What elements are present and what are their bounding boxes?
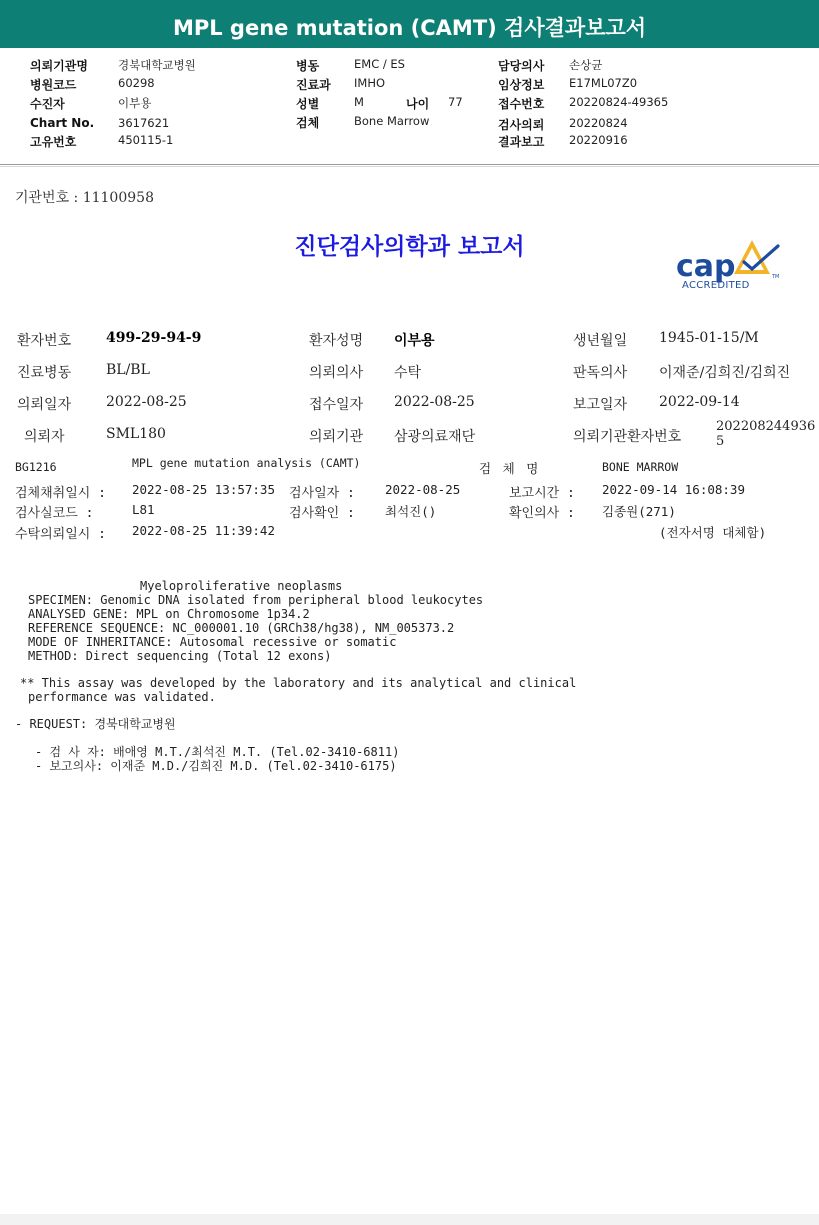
field-value: 2022-08-25 11:39:42: [132, 523, 275, 538]
field-label: 접수일자: [309, 397, 364, 413]
field-value: 5: [716, 434, 725, 449]
field-label: 의뢰의사: [309, 365, 364, 381]
field-label: 확인의사 :: [509, 506, 575, 521]
field-value: 2022-08-25: [385, 482, 461, 497]
header-value: 20220824: [569, 116, 628, 130]
header-label: 고유번호: [30, 135, 77, 149]
field-value: 2022-09-14 16:08:39: [602, 482, 745, 497]
header-label: Chart No.: [30, 116, 95, 130]
signature-note: (전자서명 대체함): [659, 525, 767, 540]
field-value: 수탁: [394, 365, 422, 381]
header-label: 검사의뢰: [498, 118, 545, 132]
test-code: BG1216: [15, 460, 57, 474]
validation-note: ** This assay was developed by the laboratory and its analytical and clinical: [20, 676, 577, 690]
field-value: 2022-08-25 13:57:35: [132, 482, 275, 497]
field-value: 삼광의료재단: [394, 429, 476, 445]
header-value: 20220916: [569, 133, 628, 147]
field-label: 생년월일: [573, 333, 628, 349]
result-line: METHOD: Direct sequencing (Total 12 exons): [28, 649, 332, 663]
field-label: 의뢰자: [24, 429, 65, 445]
validation-note: performance was validated.: [28, 690, 216, 704]
header-label: 병동: [296, 59, 320, 73]
result-heading: Myeloproliferative neoplasms: [140, 579, 343, 593]
result-line: MODE OF INHERITANCE: Autosomal recessive or somatic: [28, 635, 397, 649]
field-value: 이재준/김희진/김희진: [659, 365, 791, 381]
field-value: 202208244936: [716, 419, 816, 434]
header-label: 담당의사: [498, 59, 545, 73]
divider: [0, 166, 819, 167]
field-value: 2022-09-14: [659, 394, 740, 410]
cap-logo-subtext: ACCREDITED: [682, 280, 750, 291]
field-label: 의뢰기관: [309, 429, 364, 445]
header-value: 450115-1: [118, 133, 174, 147]
header-label: 나이: [406, 97, 430, 111]
header-value: 손상균: [569, 58, 603, 72]
institution-number: 기관번호 : 11100958: [15, 190, 154, 206]
header-label: 의뢰기관명: [30, 59, 88, 73]
header-value: 3617621: [118, 116, 170, 130]
field-value: 2022-08-25: [106, 394, 187, 410]
header-value: 경북대학교병원: [118, 58, 196, 72]
divider: [0, 164, 819, 165]
field-label: 검체채취일시 :: [15, 486, 107, 501]
patient-number: 499-29-94-9: [106, 330, 202, 346]
staff-line: - 검 사 자: 배애영 M.T./최석진 M.T. (Tel.02-3410-6811): [35, 745, 400, 759]
field-label: 검사실코드 :: [15, 506, 94, 521]
header-value: 20220824-49365: [569, 95, 669, 109]
header-label: 병원코드: [30, 78, 77, 92]
footer-strip: [0, 1214, 819, 1225]
field-value: L81: [132, 502, 155, 517]
field-value: 2022-08-25: [394, 394, 475, 410]
staff-line: - 보고의사: 이재준 M.D./김희진 M.D. (Tel.02-3410-6175): [35, 759, 397, 773]
field-label: 의뢰일자: [17, 397, 72, 413]
header-label: 진료과: [296, 78, 331, 92]
header-value: 이부용: [118, 96, 152, 110]
field-value: 최석진(): [385, 504, 437, 519]
test-name: MPL gene mutation analysis (CAMT): [132, 456, 361, 470]
birth-date: 1945-01-15/M: [659, 330, 759, 346]
field-label: 수탁의뢰일시 :: [15, 527, 107, 542]
result-line: SPECIMEN: Genomic DNA isolated from peripheral blood leukocytes: [28, 593, 484, 607]
report-header-title: MPL gene mutation (CAMT) 검사결과보고서: [172, 16, 647, 40]
field-label: 보고일자: [573, 397, 628, 413]
cap-logo-text: cap: [676, 249, 736, 284]
header-value: Bone Marrow: [354, 114, 430, 128]
field-label: 검사확인 :: [289, 506, 355, 521]
title-bar: [0, 0, 819, 48]
specimen-value: BONE MARROW: [602, 460, 679, 474]
page-title: 진단검사의학과 보고서: [294, 233, 525, 260]
field-value: SML180: [106, 426, 166, 442]
header-value: E17ML07Z0: [569, 76, 638, 90]
field-label: 검 체 명: [479, 461, 541, 476]
cap-accredited-logo: [668, 236, 792, 298]
field-value: 김종원(271): [602, 504, 676, 519]
header-value: EMC / ES: [354, 57, 405, 71]
field-label: 검사일자 :: [289, 486, 355, 501]
header-label: 검체: [296, 116, 320, 130]
request-line: - REQUEST: 경북대학교병원: [15, 717, 176, 731]
field-label: 의뢰기관환자번호: [573, 429, 682, 445]
field-label: 환자성명: [309, 333, 364, 349]
header-value: M: [354, 95, 364, 109]
header-value: IMHO: [354, 76, 386, 90]
header-label: 접수번호: [498, 97, 545, 111]
svg-text:TM: TM: [772, 274, 780, 280]
header-value: 60298: [118, 76, 155, 90]
field-value: BL/BL: [106, 362, 150, 378]
header-label: 결과보고: [498, 135, 545, 149]
header-label: 임상정보: [498, 78, 545, 92]
field-label: 진료병동: [17, 365, 72, 381]
field-label: 보고시간 :: [509, 486, 575, 501]
result-line: REFERENCE SEQUENCE: NC_000001.10 (GRCh38/hg38), NM_005373.2: [28, 621, 455, 635]
field-label: 판독의사: [573, 365, 628, 381]
field-label: 환자번호: [17, 333, 72, 349]
header-label: 수진자: [30, 97, 65, 111]
header-value: 77: [448, 95, 463, 109]
patient-name: 이부용: [394, 333, 435, 349]
result-line: ANALYSED GENE: MPL on Chromosome 1p34.2: [28, 607, 310, 621]
header-label: 성별: [296, 97, 320, 111]
